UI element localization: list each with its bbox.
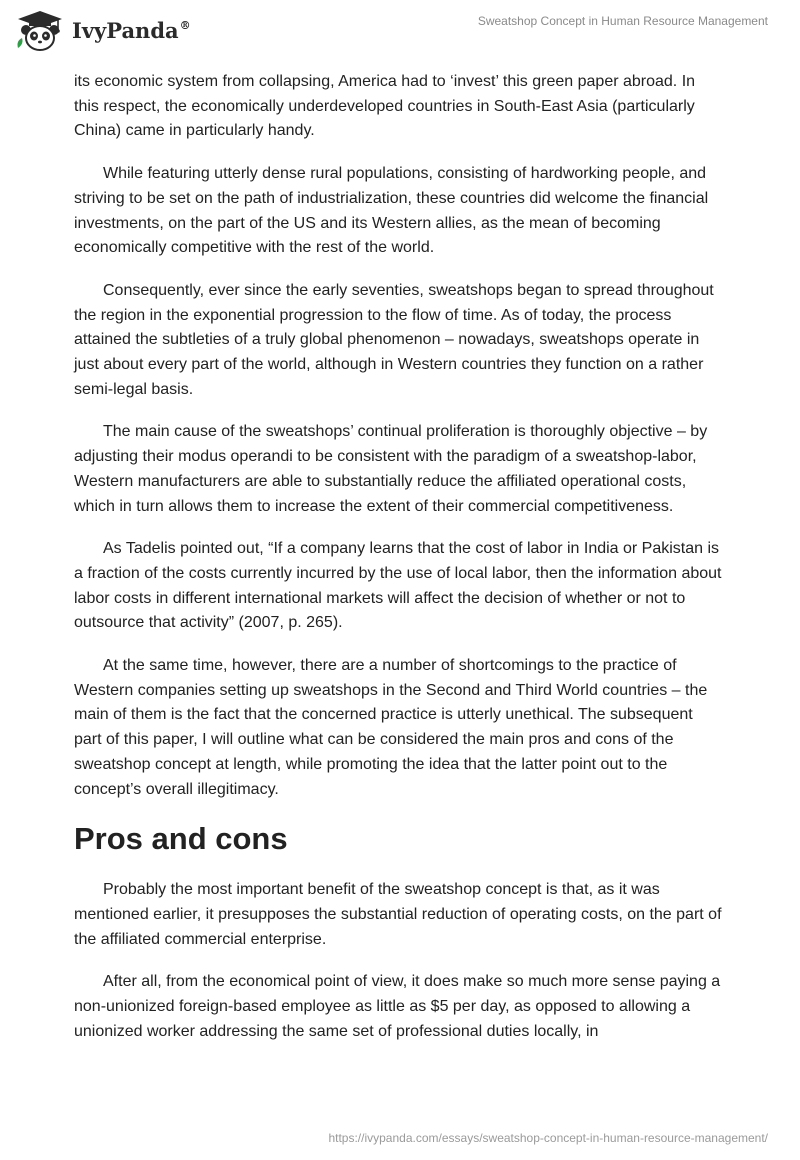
panda-graduation-cap-icon bbox=[14, 8, 66, 52]
registered-mark: ® bbox=[179, 18, 191, 32]
source-url-link[interactable]: https://ivypanda.com/essays/sweatshop-concept-in-human-resource-management/ bbox=[328, 1131, 768, 1145]
page-header bbox=[0, 0, 800, 60]
paragraph: Consequently, ever since the early seventies, sweatshops began to spread throughout the region in the exponential progression to the flow of time. As of today, the process attained the subtleties of a truly global phenomenon – nowadays, sweatshops operate in just about every part of the world, although in Western countries they function on a rather semi-legal basis. bbox=[74, 281, 714, 398]
paragraph: While featuring utterly dense rural populations, consisting of hardworking people, and striving to be set on the path of industrialization, these countries did welcome the financial investments, on the part of the US and its Western allies, as the mean of becoming economically competitive with the rest of the world. bbox=[74, 165, 709, 257]
paragraph: The main cause of the sweatshops’ continual proliferation is thoroughly objective – by adjusting their modus operandi to be consistent with the paradigm of a sweatshop-labor, Western manufacturers are able to substantially reduce the affiliated operational costs, which in turn allows them to increase the extent of their commercial competitiveness. bbox=[74, 423, 708, 515]
paragraph: Probably the most important benefit of the sweatshop concept is that, as it was mentioned earlier, it presupposes the substantial reduction of operating costs, on the part of the affiliated commercial enterprise. bbox=[74, 881, 722, 948]
section-heading: Pros and cons bbox=[74, 821, 288, 857]
logo-wordmark: IvyPanda® bbox=[72, 17, 191, 43]
paragraph: its economic system from collapsing, America had to ‘invest’ this green paper abroad. In this respect, the economically underdeveloped countries in South-East Asia (particularly China) came in particularly handy. bbox=[74, 73, 696, 140]
essay-body bbox=[74, 70, 724, 1063]
paragraph: At the same time, however, there are a number of shortcomings to the practice of Western companies setting up sweatshops in the Second and Third World countries – the main of them is the fact that the concerned practice is utterly unethical. The subsequent part of this paper, I will outline what can be considered the main pros and cons of the sweatshop concept at length, while promoting the idea that the latter point out to the concept’s overall illegitimacy. bbox=[74, 657, 708, 798]
ivypanda-logo[interactable] bbox=[14, 8, 191, 52]
document-title: Sweatshop Concept in Human Resource Management bbox=[477, 14, 768, 28]
paragraph: After all, from the economical point of view, it does make so much more sense paying a non-unionized foreign-based employee as little as $5 per day, as opposed to allowing a unionized worker addressing the same set of professional duties locally, in bbox=[74, 973, 721, 1040]
paragraph: As Tadelis pointed out, “If a company learns that the cost of labor in India or Pakistan is a fraction of the costs currently incurred by the use of local labor, then the information about labor costs in different international markets will affect the decision of whether or not to outsource that activity” (2007, p. 265). bbox=[74, 540, 722, 632]
